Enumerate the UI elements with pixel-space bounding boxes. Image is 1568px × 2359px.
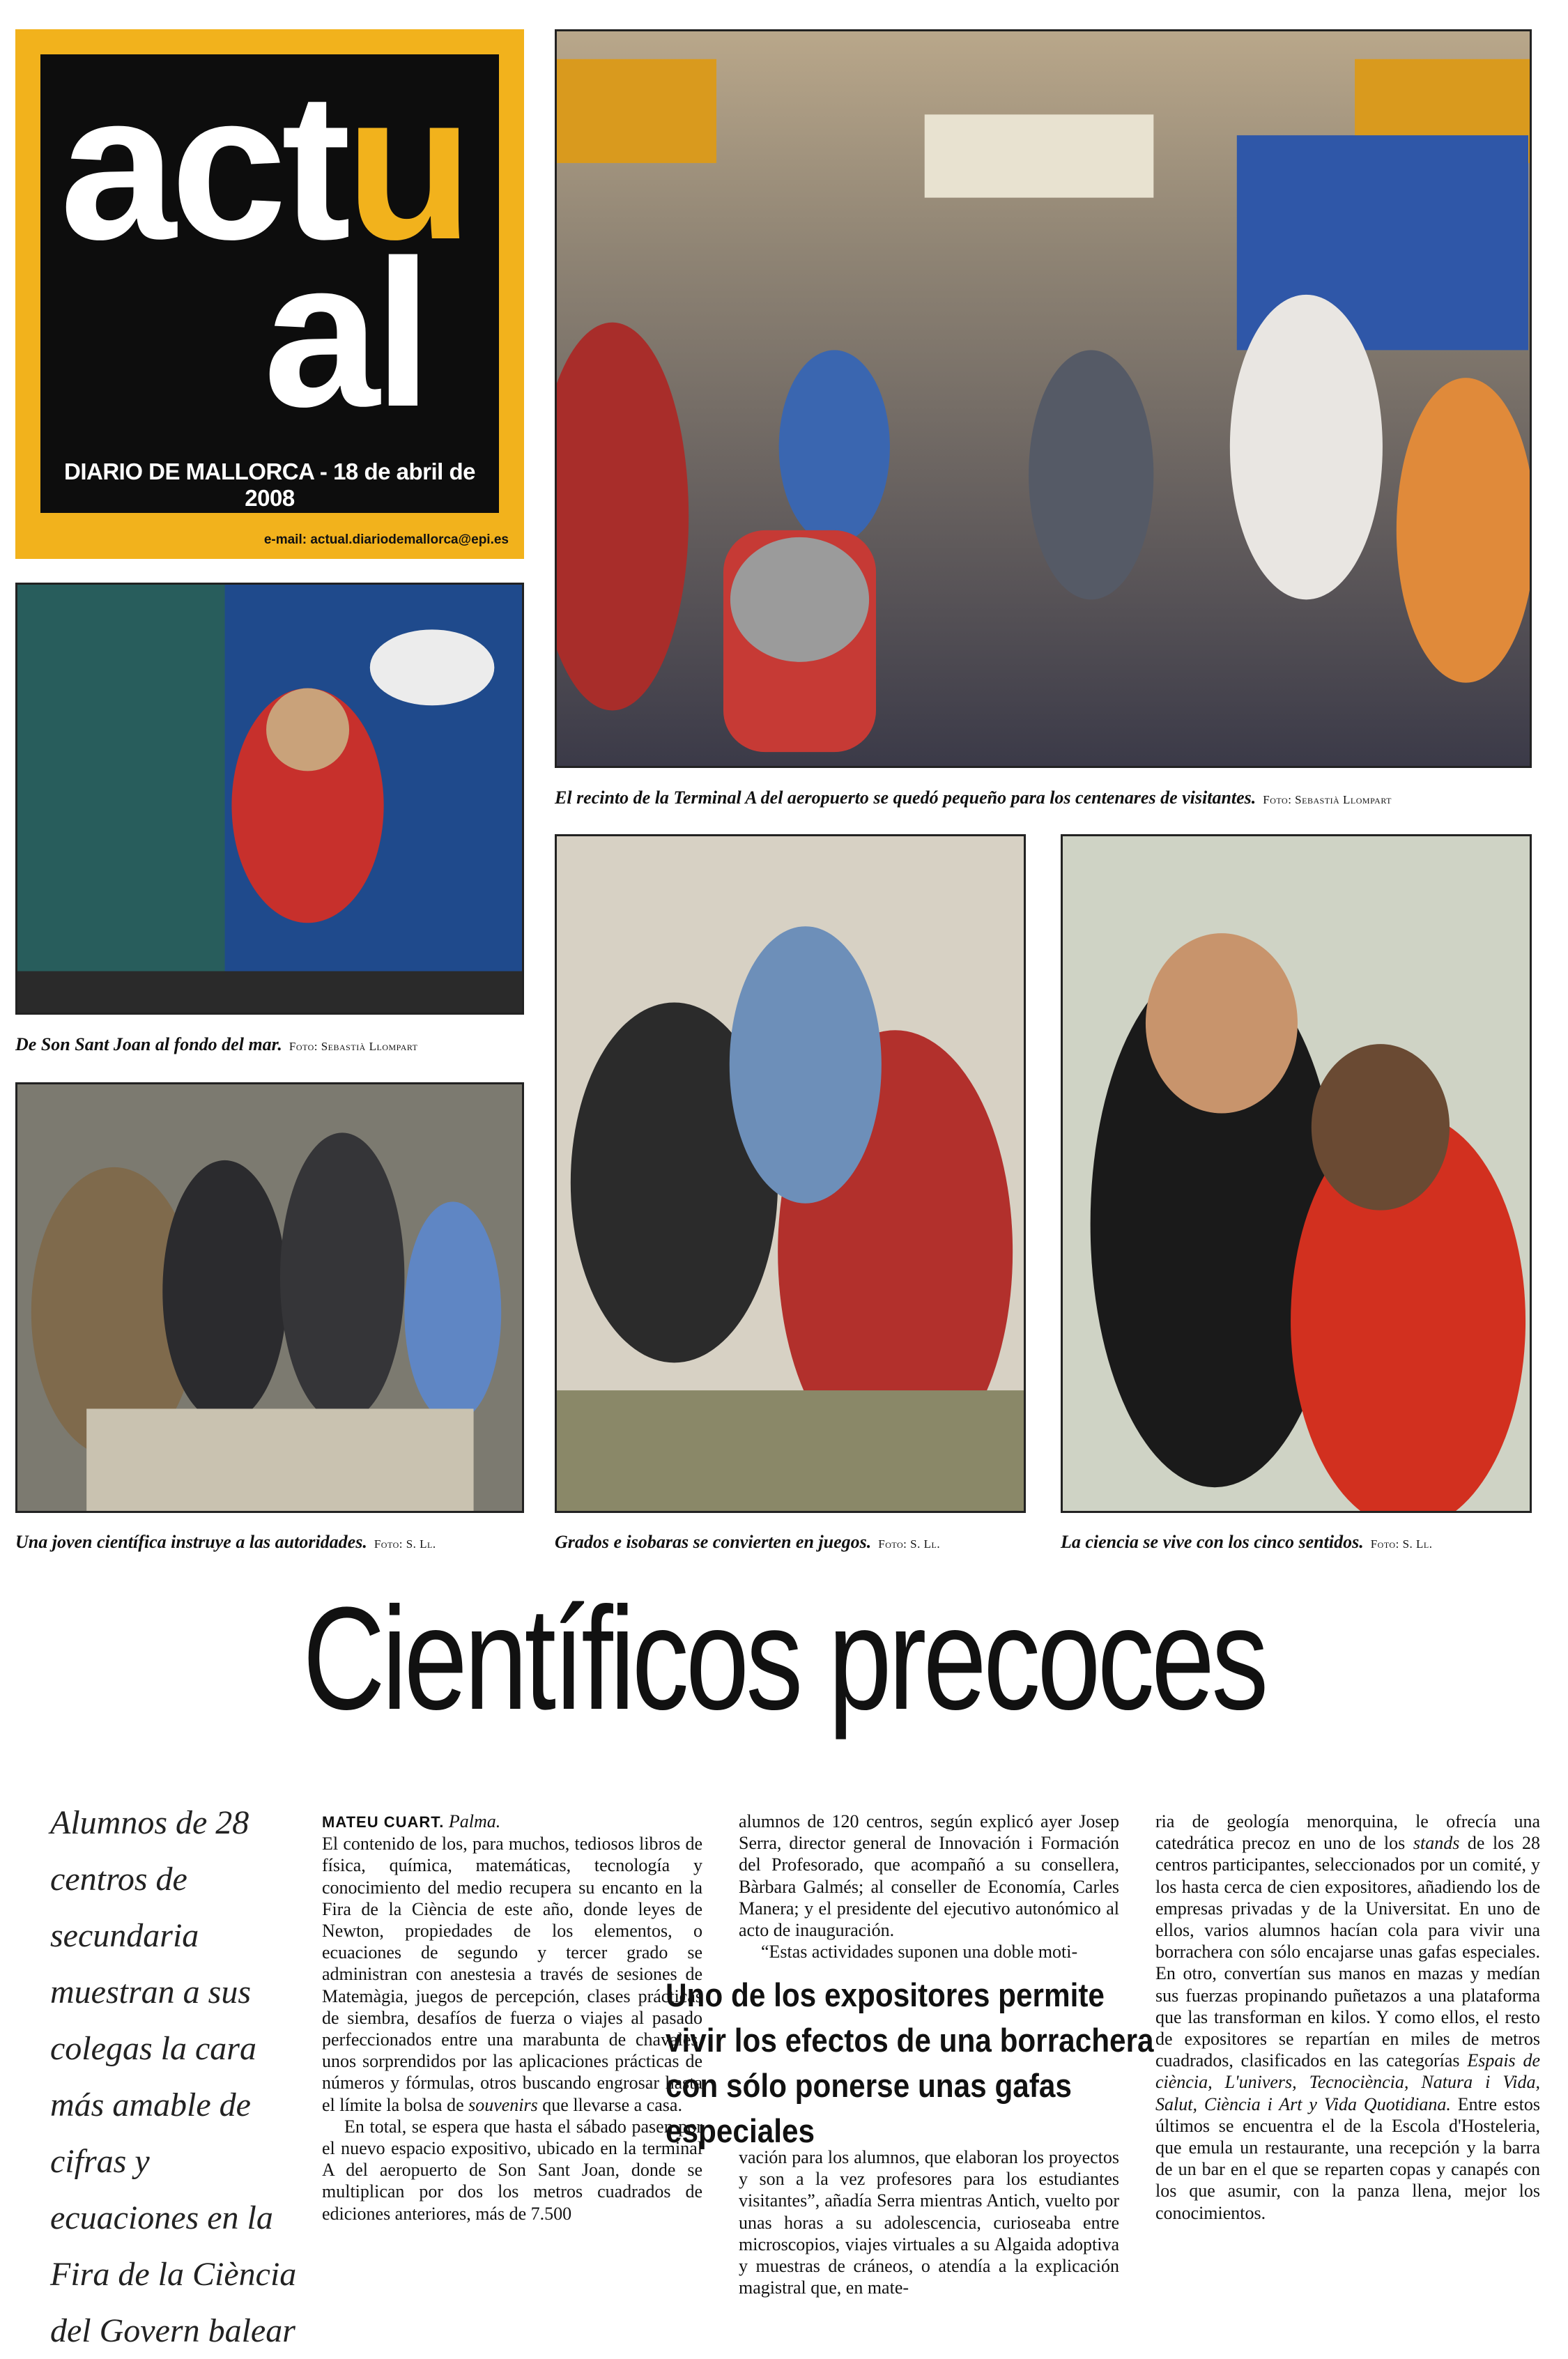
headline: Científicos precoces (302, 1576, 1266, 1740)
body-italic: souvenirs (468, 2094, 538, 2115)
standfirst: Alumnos de 28 centros de secundaria muestran a sus colegas la cara más amable de cifras y ecuaciones en la Fira de la Ciència del Govern balear (50, 1804, 297, 2349)
body-paragraph: En total, se espera que hasta el sábado pasen por el nuevo espacio expositivo, ubicado en la terminal A del aeropuerto de Son Sant Joan, donde se multiplican por dos los metros cuadrados de ediciones anteriores, más de 7.500 (322, 2116, 702, 2224)
credit-terminal: Foto: Sebastià Llompart (1263, 793, 1392, 806)
photo-terminal-crowd (555, 29, 1532, 768)
body-column-1 (322, 1811, 702, 2224)
photo-son-sant-joan (15, 583, 524, 1015)
body-paragraph: El contenido de los, para muchos, tediosos libros de física, química, matemáticas, tecnología y conocimiento del medio recupera su encanto en la Fira de la Ciència de este año, donde leyes de Newton, propiedades de los elementos, o ecuaciones de segundo y tercer grado se administran con anestesia a través de sesiones de Matemàgia, juegos de percepción, clases prácticas de siembra, desafíos de fuerza o viajes al pasado perfeccionados entre una marabunta de chavales, unos sorprendidos por las aplicaciones prácticas de números y fórmulas, otros buscando engrosar hasta el límite la bolsa de souvenirs que llevarse a casa. (322, 1834, 702, 2115)
caption-sentidos: La ciencia se vive con los cinco sentidos. Foto: S. Ll. (1061, 1532, 1433, 1552)
logo-accent: u (345, 49, 468, 283)
caption-terminal: El recinto de la Terminal A del aeropuerto se quedó pequeño para los centenares de visitantes. Foto: Sebastià Llompart (555, 787, 1392, 808)
logo-top: actu (60, 49, 468, 283)
byline (322, 1811, 702, 1833)
masthead-date-strip: DIARIO DE MALLORCA - 18 de abril de 2008 (63, 459, 475, 511)
photo-isobaras (555, 834, 1026, 1513)
body-paragraph: “Estas actividades suponen una doble moti- (761, 1942, 1078, 1962)
credit-son-sant-joan: Foto: Sebastià Llompart (289, 1040, 418, 1053)
credit-sentidos: Foto: S. Ll. (1370, 1537, 1433, 1551)
photo-sentidos (1061, 834, 1532, 1513)
body-column-2-top (739, 1811, 1119, 1962)
credit-isobaras: Foto: S. Ll. (878, 1537, 941, 1551)
pullquote: Uno de los expositores permite vivir los efectos de una borrachera con sólo ponerse unas gafas especiales (666, 1976, 1154, 2149)
masthead-logo-box (40, 49, 499, 513)
masthead-email: e-mail: actual.diariodemallorca@epi.es (263, 532, 509, 547)
logo-bottom: al (263, 216, 427, 450)
body-italic: Espais de ciència, L'univers, Tecnociència, Natura i Vida, Salut, Ciència i Art y Vida Quotidiana. (1155, 2050, 1540, 2114)
body-paragraph: alumnos de 120 centros, según explicó ayer Josep Serra, director general de Innovación i Formación del Profesorado, que acompañó a su consellera, Bàrbara Galmés; al conseller de Economía, Carles Manera; y el presidente del ejecutivo autonómico al acto de inauguración. (739, 1811, 1119, 1941)
body-italic: stands (1413, 1833, 1460, 1854)
photo-autoridades (15, 1082, 524, 1513)
credit-autoridades: Foto: S. Ll. (374, 1537, 436, 1551)
body-paragraph: vación para los alumnos, que elaboran los proyectos y son a la vez profesores para los estudiantes visitantes”, añadía Serra mientras Antich, vuelto por unas horas a su adolescencia, curioseaba entre microscopios, viajes virtuales a su Algaida adoptiva y muestras de cráneos, o atendía a la explicación magistral que, en mate- (739, 2147, 1119, 2298)
caption-isobaras: Grados e isobaras se convierten en juegos. Foto: S. Ll. (555, 1532, 941, 1552)
byline-place: Palma. (448, 1811, 501, 1831)
masthead (15, 29, 524, 559)
caption-son-sant-joan: De Son Sant Joan al fondo del mar. Foto: Sebastià Llompart (15, 1034, 418, 1054)
byline-author: MATEU CUART. (322, 1813, 445, 1831)
body-column-3 (1155, 1811, 1540, 2224)
body-paragraph: ria de geología menorquina, le ofrecía una catedrática precoz en uno de los stands de los 28 centros participantes, seleccionados por un comité, y los hasta cerca de cien expositores, añadiendo los de empresas privadas y de la Universitat. En uno de ellos, varios alumnos hacían cola para vivir una borrachera con sólo encajarse unas gafas especiales. En otro, convertían sus manos en mazas y medían sus fuerzas propinando puñetazos a una plataforma que las transforman en kilos. Y como ellos, el resto de expositores se repartían en miles de metros cuadrados, clasificados en las categorías Espais de ciència, L'univers, Tecnociència, Natura i Vida, Salut, Ciència i Art y Vida Quotidiana. Entre estos últimos se encuentra el de la Escola d'Hosteleria, que emula un restaurante, una recepción y la barra de un bar en el que se reparten copas y canapés con los que asumir, con la panza llena, mejor los conocimientos. (1155, 1811, 1540, 2223)
body-column-2-bottom (739, 2146, 1119, 2298)
caption-autoridades: Una joven científica instruye a las autoridades. Foto: S. Ll. (15, 1532, 436, 1552)
